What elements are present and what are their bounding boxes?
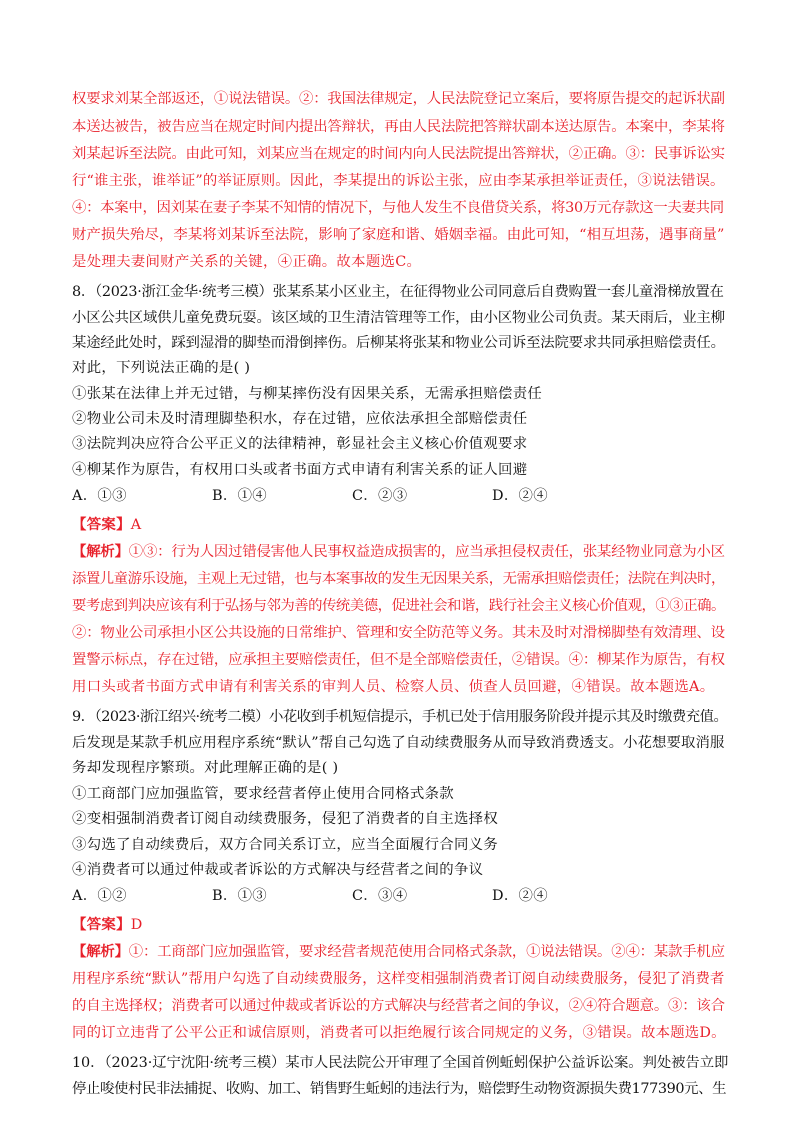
q9-options <box>72 885 632 907</box>
analysis-line: 本送达被告，被告应当在规定时间内提出答辩状，再由人民法院把答辩状副本送达原告。本案中，李某将 <box>72 119 725 135</box>
option-c: C．③④ <box>352 888 408 904</box>
q10-stem-line: 停止唆使村民非法捕捉、收购、加工、销售野生蚯蚓的违法行为，赔偿野生动物资源损失费177390元、生 <box>72 1081 727 1097</box>
option-b: B．①④ <box>212 488 267 504</box>
analysis-tag: 【解析】 <box>72 543 129 560</box>
q8-stem-line: 对此，下列说法正确的是( ) <box>72 360 251 376</box>
analysis-line: 刘某起诉至法院。由此可知，刘某应当在规定的时间内向人民法院提出答辩状，②正确。③：民事诉讼实 <box>72 146 725 162</box>
q9-answer <box>72 914 143 936</box>
q9-item: ④消费者可以通过仲裁或者诉讼的方式解决与经营者之间的争议 <box>72 862 484 878</box>
q8-item: ③法院判决应符合公平正义的法律精神，彰显社会主义核心价值观要求 <box>72 436 528 452</box>
q9-analysis-line: 用程序系统“默认”帮用户勾选了自动续费服务，这样变相强制消费者订阅自动续费服务，侵犯了消费者 <box>72 971 725 987</box>
q9-stem-line: 后发现是某款手机应用程序系统“默认”帮自己勾选了自动续费服务从而导致消费透支。小花想要取消服 <box>72 735 725 751</box>
option-a: A．①③ <box>72 488 127 504</box>
analysis-line: ④：本案中，因刘某在妻子李某不知情的情况下，与他人发生不良借贷关系，将30万元存款这一夫妻共同 <box>72 200 724 216</box>
q8-answer <box>72 514 141 536</box>
q9-stem-line: 9．（2023·浙江绍兴·统考二模）小花收到手机短信提示，手机已处于信用服务阶段并提示其及时缴费充值。 <box>72 709 728 725</box>
q9-analysis-line: 同的订立违背了公平公正和诚信原则，消费者可以拒绝履行该合同规定的义务，③错误。故本题选D。 <box>72 1025 726 1041</box>
analysis-tag: 【解析】 <box>72 943 129 960</box>
q9-analysis-line <box>72 941 725 963</box>
option-c: C．②③ <box>352 488 408 504</box>
q8-item: ④柳某作为原告，有权用口头或者书面方式申请有利害关系的证人回避 <box>72 462 528 478</box>
q8-analysis-line: ②：物业公司承担小区公共设施的日常维护、管理和安全防范等义务。其未及时对滑梯脚垫有效清理、设 <box>72 625 725 641</box>
q8-stem-line: 小区公共区域供儿童免费玩耍。该区域的卫生清洁管理等工作，由小区物业公司负责。某天雨后，业主柳 <box>72 310 725 326</box>
q10-stem-line: 10．（2023·辽宁沈阳·统考三模）某市人民法院公开审理了全国首例蚯蚓保护公益诉讼案。判处被告立即 <box>72 1055 729 1071</box>
analysis-text: ①：工商部门应加强监管，要求经营者规范使用合同格式条款，①说法错误。②④：某款手机应 <box>128 944 725 960</box>
q8-stem-line: 某途经此处时，踩到湿滑的脚垫而滑倒摔伤。后柳某将张某和物业公司诉至法院要求共同承担赔偿责任。 <box>72 335 725 351</box>
q9-item: ③勾选了自动续费后，双方合同关系订立，应当全面履行合同义务 <box>72 837 499 853</box>
answer-tag: 【答案】 <box>72 516 131 533</box>
q8-options <box>72 485 632 507</box>
q8-analysis-line: 添置儿童游乐设施，主观上无过错，也与本案事故的发生无因果关系，无需承担赔偿责任；法院在判决时， <box>72 571 725 587</box>
q8-item: ②物业公司未及时清理脚垫积水，存在过错，应依法承担全部赔偿责任 <box>72 411 528 427</box>
q8-analysis-line: 要考虑到判决应该有利于弘扬与邻为善的传统美德，促进社会和谐，践行社会主义核心价值观，①③正确。 <box>72 598 725 614</box>
option-d: D．②④ <box>492 488 548 504</box>
q9-item: ②变相强制消费者订阅自动续费服务，侵犯了消费者的自主选择权 <box>72 811 499 827</box>
q8-analysis-line <box>72 541 725 563</box>
analysis-line: 财产损失殆尽，李某将刘某诉至法院，影响了家庭和谐、婚姻幸福。由此可知，“相互坦荡，遇事商量” <box>72 227 725 243</box>
q9-analysis-line: 的自主选择权；消费者可以通过仲裁或者诉讼的方式解决与经营者之间的争议，②④符合题意。③：该合 <box>72 998 725 1014</box>
analysis-text: ①③：行为人因过错侵害他人民事权益造成损害的，应当承担侵权责任，张某经物业同意为小区 <box>128 544 725 560</box>
analysis-line: 权要求刘某全部返还，①说法错误。②：我国法律规定，人民法院登记立案后，要将原告提交的起诉状副 <box>72 91 725 107</box>
q9-item: ①工商部门应加强监管，要求经营者停止使用合同格式条款 <box>72 786 454 802</box>
analysis-line: 是处理夫妻间财产关系的关键，④正确。故本题选C。 <box>72 254 422 270</box>
answer-value: A <box>130 517 142 533</box>
q8-analysis-line: 用口头或者书面方式申请有利害关系的审判人员、检察人员、侦查人员回避，④错误。故本题选A。 <box>72 679 715 695</box>
q8-stem-line: 8．（2023·浙江金华·统考三模）张某系某小区业主，在征得物业公司同意后自费购置一套儿童滑梯放置在 <box>72 284 724 300</box>
q8-item: ①张某在法律上并无过错，与柳某摔伤没有因果关系，无需承担赔偿责任 <box>72 386 543 402</box>
analysis-line: 行“谁主张，谁举证”的举证原则。因此，李某提出的诉讼主张，应由李某承担举证责任，③说法错误。 <box>72 173 725 189</box>
q9-stem-line: 务却发现程序繁琐。对此理解正确的是( ) <box>72 760 339 776</box>
answer-value: D <box>130 917 143 933</box>
q8-analysis-line: 置警示标点，存在过错，应承担主要赔偿责任，但不是全部赔偿责任，②错误。④：柳某作为原告，有权 <box>72 652 725 668</box>
option-a: A．①② <box>72 888 127 904</box>
option-d: D．②④ <box>492 888 548 904</box>
answer-tag: 【答案】 <box>72 916 131 933</box>
option-b: B．①③ <box>212 888 267 904</box>
